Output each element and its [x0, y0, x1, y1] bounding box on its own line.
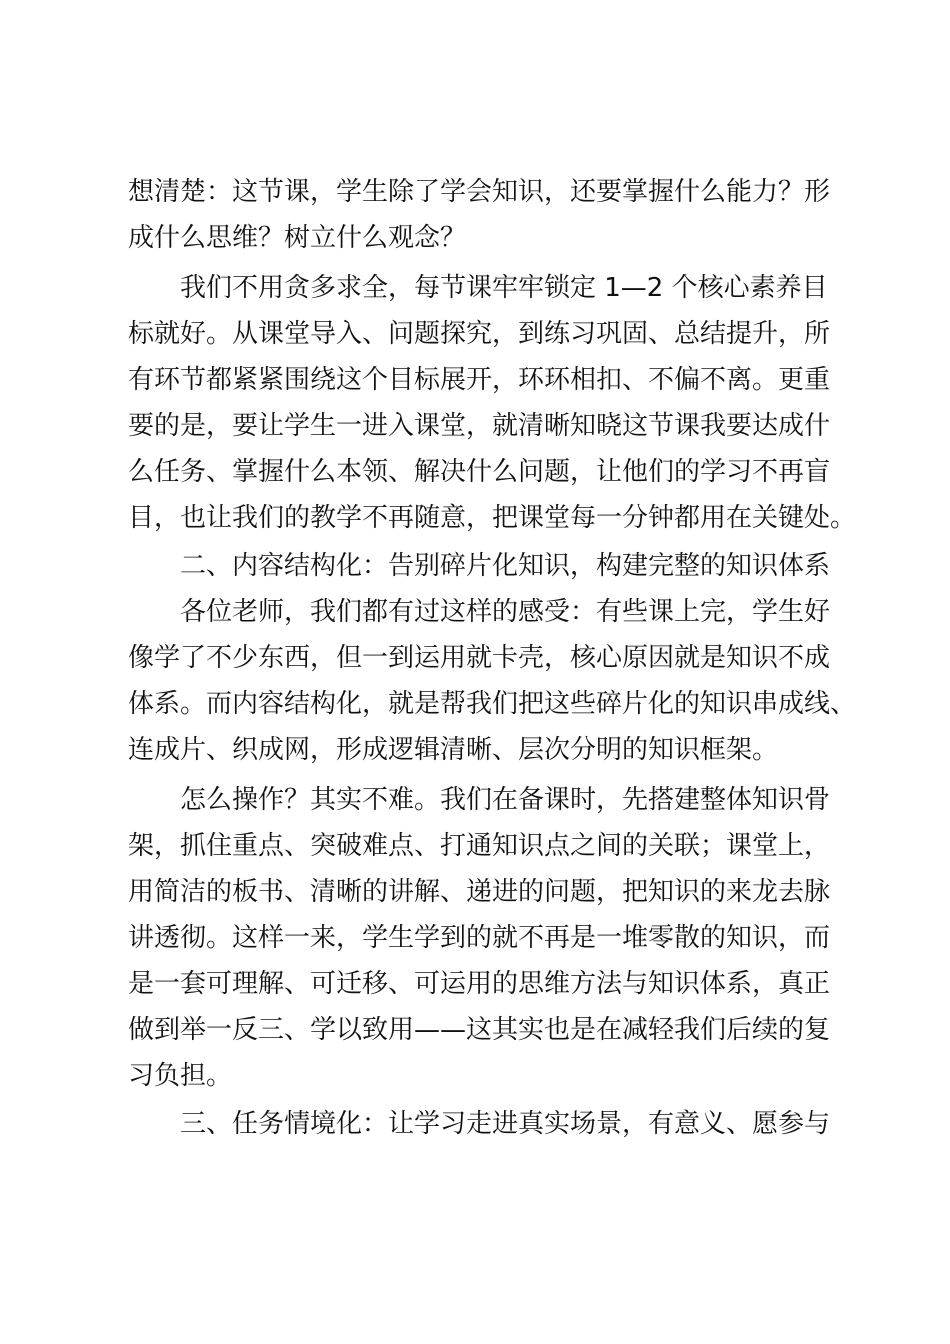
text-line: 是一套可理解、可迁移、可运用的思维方法与知识体系，真正 — [128, 969, 831, 999]
text-line: 用简洁的板书、清晰的讲解、递进的问题，把知识的来龙去脉 — [128, 877, 831, 907]
text-line: 怎么操作？其实不难。我们在备课时，先搭建整体知识骨 — [180, 785, 831, 815]
text-line: 像学了不少东西，但一到运用就卡壳，核心原因就是知识不成 — [128, 643, 831, 673]
text-line: 我们不用贪多求全，每节课牢牢锁定 1—2 个核心素养目 — [180, 273, 828, 303]
text-line: 架，抓住重点、突破难点、打通知识点之间的关联；课堂上， — [128, 831, 831, 861]
text-line: 目，也让我们的教学不再随意，把课堂每一分钟都用在关键处。 — [128, 503, 857, 533]
text-line: 标就好。从课堂导入、问题探究，到练习巩固、总结提升，所 — [128, 319, 831, 349]
text-line: 做到举一反三、学以致用——这其实也是在减轻我们后续的复 — [128, 1015, 831, 1045]
text-line: 连成片、织成网，形成逻辑清晰、层次分明的知识框架。 — [128, 735, 779, 765]
text-line: 想清楚：这节课，学生除了学会知识，还要掌握什么能力？形 — [128, 177, 831, 207]
text-line: 各位老师，我们都有过这样的感受：有些课上完，学生好 — [180, 597, 831, 627]
text-line: 成什么思维？树立什么观念？ — [128, 223, 467, 253]
text-line: 要的是，要让学生一进入课堂，就清晰知晓这节课我要达成什 — [128, 411, 831, 441]
section-heading: 三、任务情境化：让学习走进真实场景，有意义、愿参与 — [180, 1109, 831, 1139]
text-line: 讲透彻。这样一来，学生学到的就不再是一堆零散的知识，而 — [128, 923, 831, 953]
text-line: 体系。而内容结构化，就是帮我们把这些碎片化的知识串成线、 — [128, 689, 857, 719]
text-line: 有环节都紧紧围绕这个目标展开，环环相扣、不偏不离。更重 — [128, 365, 831, 395]
text-line: 么任务、掌握什么本领、解决什么问题，让他们的学习不再盲 — [128, 457, 831, 487]
section-heading: 二、内容结构化：告别碎片化知识，构建完整的知识体系 — [180, 551, 831, 581]
text-line: 习负担。 — [128, 1061, 233, 1091]
